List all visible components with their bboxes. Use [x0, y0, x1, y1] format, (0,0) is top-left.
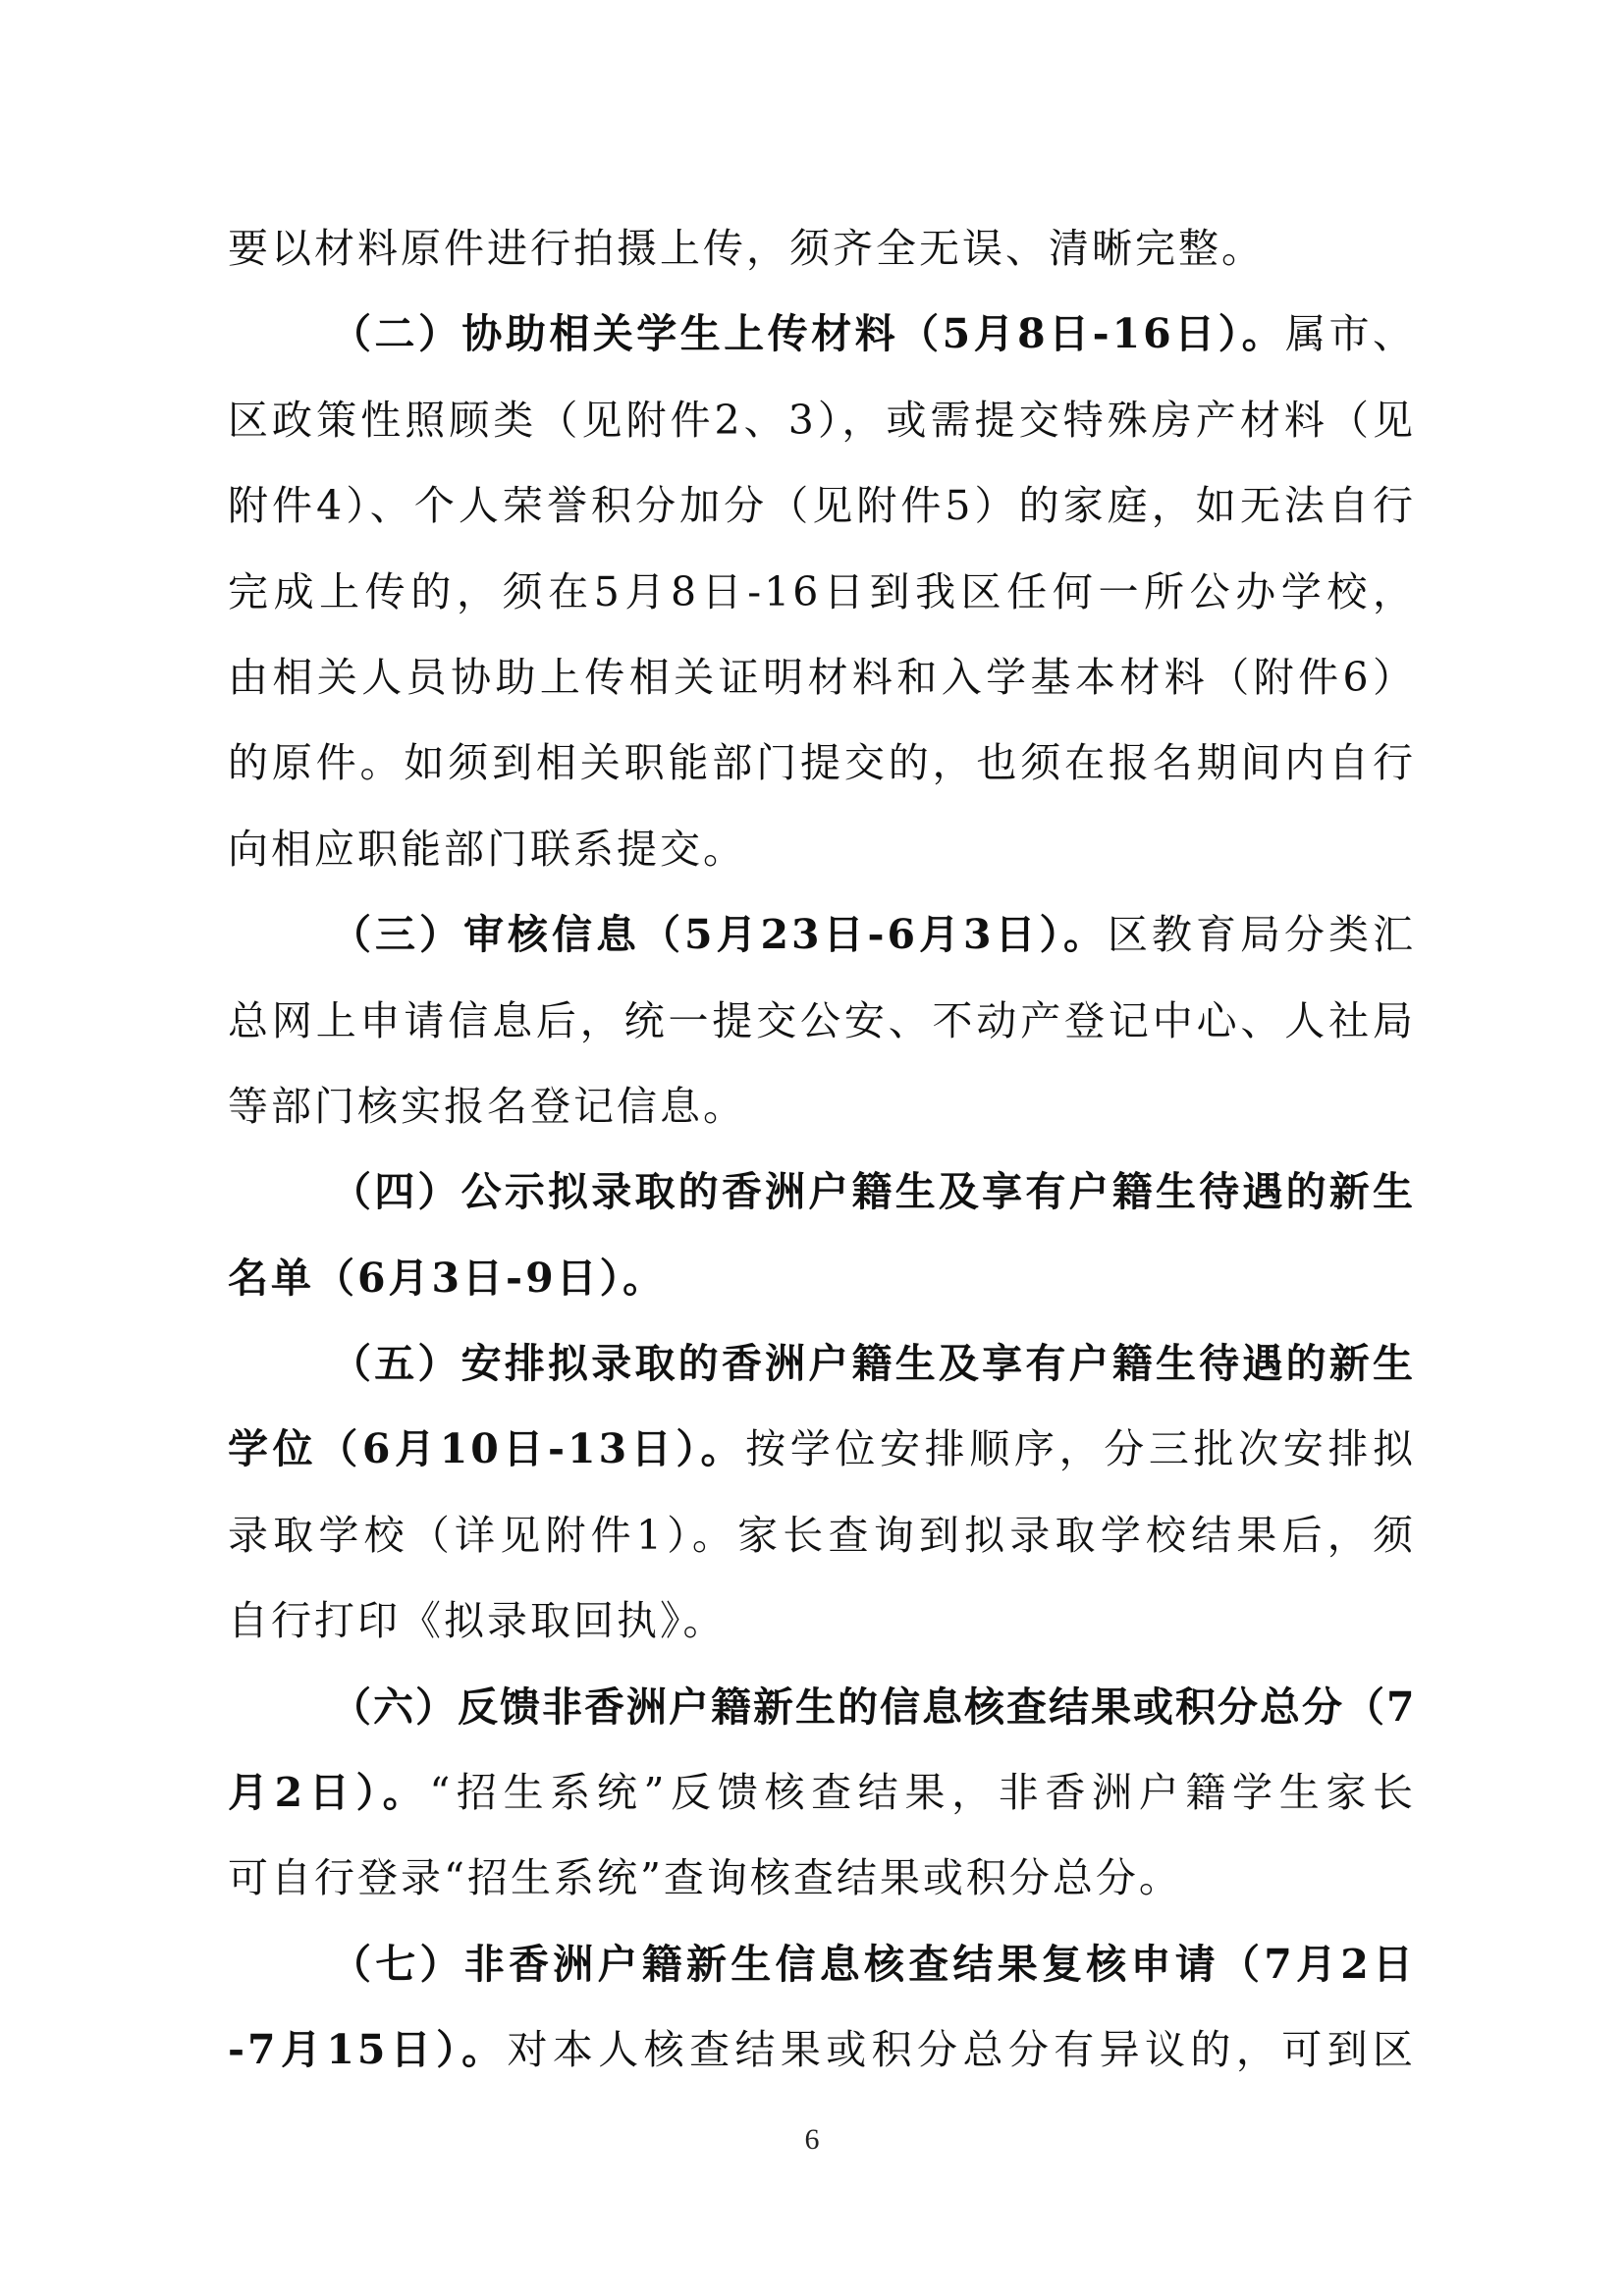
body-text-span: 完成上传的，须在5月8日-16日到我区任何一所公办学校，: [228, 567, 1416, 615]
text-line: [228, 463, 1416, 549]
section-heading: （六）反馈非香洲户籍新生的信息核查结果或积分总分（7: [331, 1682, 1417, 1731]
text-line: [228, 807, 1416, 892]
body-text-span: 要以材料原件进行拍摄上传，须齐全无误、清晰完整。: [228, 225, 1265, 272]
text-line: [228, 1750, 1416, 1836]
text-line: [228, 1407, 1416, 1492]
body-text-span: 总网上申请信息后，统一提交公安、不动产登记中心、人社局: [228, 996, 1416, 1044]
text-line: [228, 378, 1416, 463]
text-line: [228, 1836, 1416, 1921]
text-line: [228, 979, 1416, 1064]
body-text-span: 可自行登录“招生系统”查询核查结果或积分总分。: [228, 1854, 1182, 1902]
text-line: [228, 1236, 1416, 1321]
body-text-span: 录取学校（详见附件1）。家长查询到拟录取学校结果后，须: [228, 1511, 1416, 1559]
section-heading: （七）非香洲户籍新生信息核查结果复核申请（7月2日: [331, 1940, 1416, 1988]
text-line: [228, 206, 1416, 292]
body-text: [228, 206, 1416, 2094]
text-line: [228, 892, 1416, 978]
section-heading: （二）协助相关学生上传材料（5月8日-16日）。: [331, 310, 1286, 358]
section-heading: 月2日）。: [228, 1769, 430, 1817]
body-text-span: 区教育局分类汇: [1108, 911, 1417, 959]
text-line: [228, 721, 1416, 806]
text-line: [228, 1922, 1416, 2007]
body-text-span: 区政策性照顾类（见附件2、3），或需提交特殊房产材料（见: [228, 396, 1416, 444]
page-number: 6: [804, 2123, 820, 2156]
text-line: [228, 550, 1416, 635]
body-text-span: 属市、: [1285, 310, 1416, 358]
body-text-span: 由相关人员协助上传相关证明材料和入学基本材料（附件6）: [228, 653, 1416, 701]
text-line: [228, 1665, 1416, 1750]
text-line: [228, 2007, 1416, 2093]
section-heading: （五）安排拟录取的香洲户籍生及享有户籍生待遇的新生: [331, 1340, 1416, 1388]
body-text-span: 按学位安排顺序，分三批次安排拟: [745, 1425, 1417, 1473]
text-line: [228, 1578, 1416, 1664]
text-line: [228, 1064, 1416, 1149]
body-text-span: 等部门核实报名登记信息。: [228, 1082, 746, 1130]
section-heading: 学位（6月10日-13日）。: [228, 1425, 746, 1473]
text-line: [228, 292, 1416, 377]
section-heading: （三）审核信息（5月23日-6月3日）。: [331, 911, 1109, 959]
body-text-span: 的原件。如须到相关职能部门提交的，也须在报名期间内自行: [228, 739, 1416, 787]
section-heading: 名单（6月3日-9日）。: [228, 1254, 667, 1302]
section-heading: （四）公示拟录取的香洲户籍生及享有户籍生待遇的新生: [331, 1168, 1416, 1216]
section-heading: -7月15日）。: [228, 2026, 508, 2074]
body-text-span: 向相应职能部门联系提交。: [228, 825, 746, 873]
text-line: [228, 1321, 1416, 1407]
text-line: [228, 1149, 1416, 1235]
body-text-span: “招生系统”反馈核查结果，非香洲户籍学生家长: [429, 1769, 1416, 1817]
body-text-span: 附件4）、个人荣誉积分加分（见附件5）的家庭，如无法自行: [228, 482, 1416, 530]
text-line: [228, 1493, 1416, 1578]
body-text-span: 自行打印《拟录取回执》。: [228, 1597, 727, 1645]
text-line: [228, 635, 1416, 721]
body-text-span: 对本人核查结果或积分总分有异议的，可到区: [507, 2026, 1416, 2074]
